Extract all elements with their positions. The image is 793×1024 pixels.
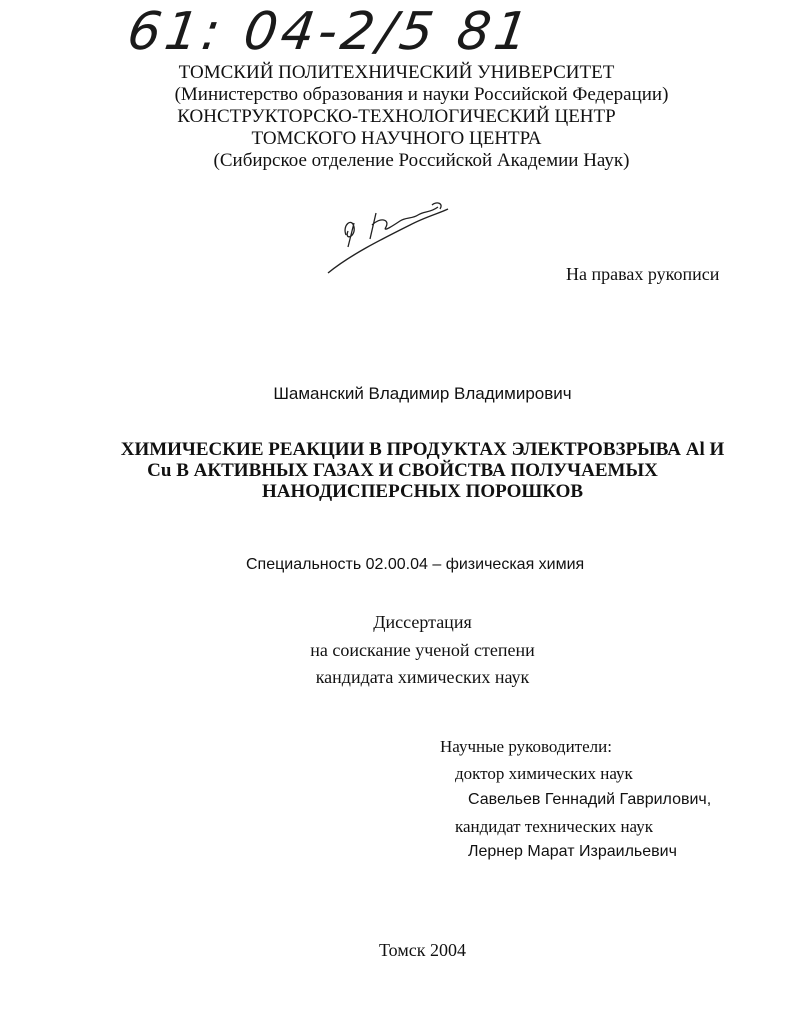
- dissertation-title-line-3: НАНОДИСПЕРСНЫХ ПОРОШКОВ: [261, 481, 584, 502]
- supervisor-1-degree: доктор химических наук: [455, 764, 633, 783]
- author-name: Шаманский Владимир Владимирович: [273, 384, 572, 403]
- specialty: Специальность 02.00.04 – физическая химия: [246, 556, 585, 573]
- signature-icon: [320, 195, 460, 280]
- supervisor-1-name: Савельев Геннадий Гаврилович,: [468, 791, 712, 808]
- center-name: КОНСТРУКТОРСКО-ТЕХНОЛОГИЧЕСКИЙ ЦЕНТР: [177, 106, 616, 127]
- supervisors-heading: Научные руководители:: [440, 737, 612, 756]
- institution-name: ТОМСКИЙ ПОЛИТЕХНИЧЕСКИЙ УНИВЕРСИТЕТ: [178, 62, 615, 83]
- center-name-cont: ТОМСКОГО НАУЧНОГО ЦЕНТРА: [251, 128, 542, 149]
- supervisor-2-name: Лернер Марат Израильевич: [468, 843, 677, 860]
- degree-line-2: на соискание ученой степени: [310, 640, 535, 660]
- degree-line-1: Диссертация: [373, 612, 472, 632]
- academy-line: (Сибирское отделение Российской Академии Наук): [213, 150, 630, 171]
- city-year: Томск 2004: [379, 940, 466, 960]
- supervisor-2-degree: кандидат технических наук: [455, 817, 653, 836]
- ministry-line: (Министерство образования и науки Российской Федерации): [174, 84, 669, 105]
- dissertation-title-line-2: Cu В АКТИВНЫХ ГАЗАХ И СВОЙСТВА ПОЛУЧАЕМЫХ: [147, 460, 658, 481]
- handwritten-archive-code: 61: 04-2/5 81: [123, 2, 536, 62]
- rights-note: На правах рукописи: [566, 264, 720, 284]
- dissertation-title-line-1: ХИМИЧЕСКИЕ РЕАКЦИИ В ПРОДУКТАХ ЭЛЕКТРОВЗРЫВА Al И: [120, 439, 725, 460]
- degree-line-3: кандидата химических наук: [315, 667, 530, 687]
